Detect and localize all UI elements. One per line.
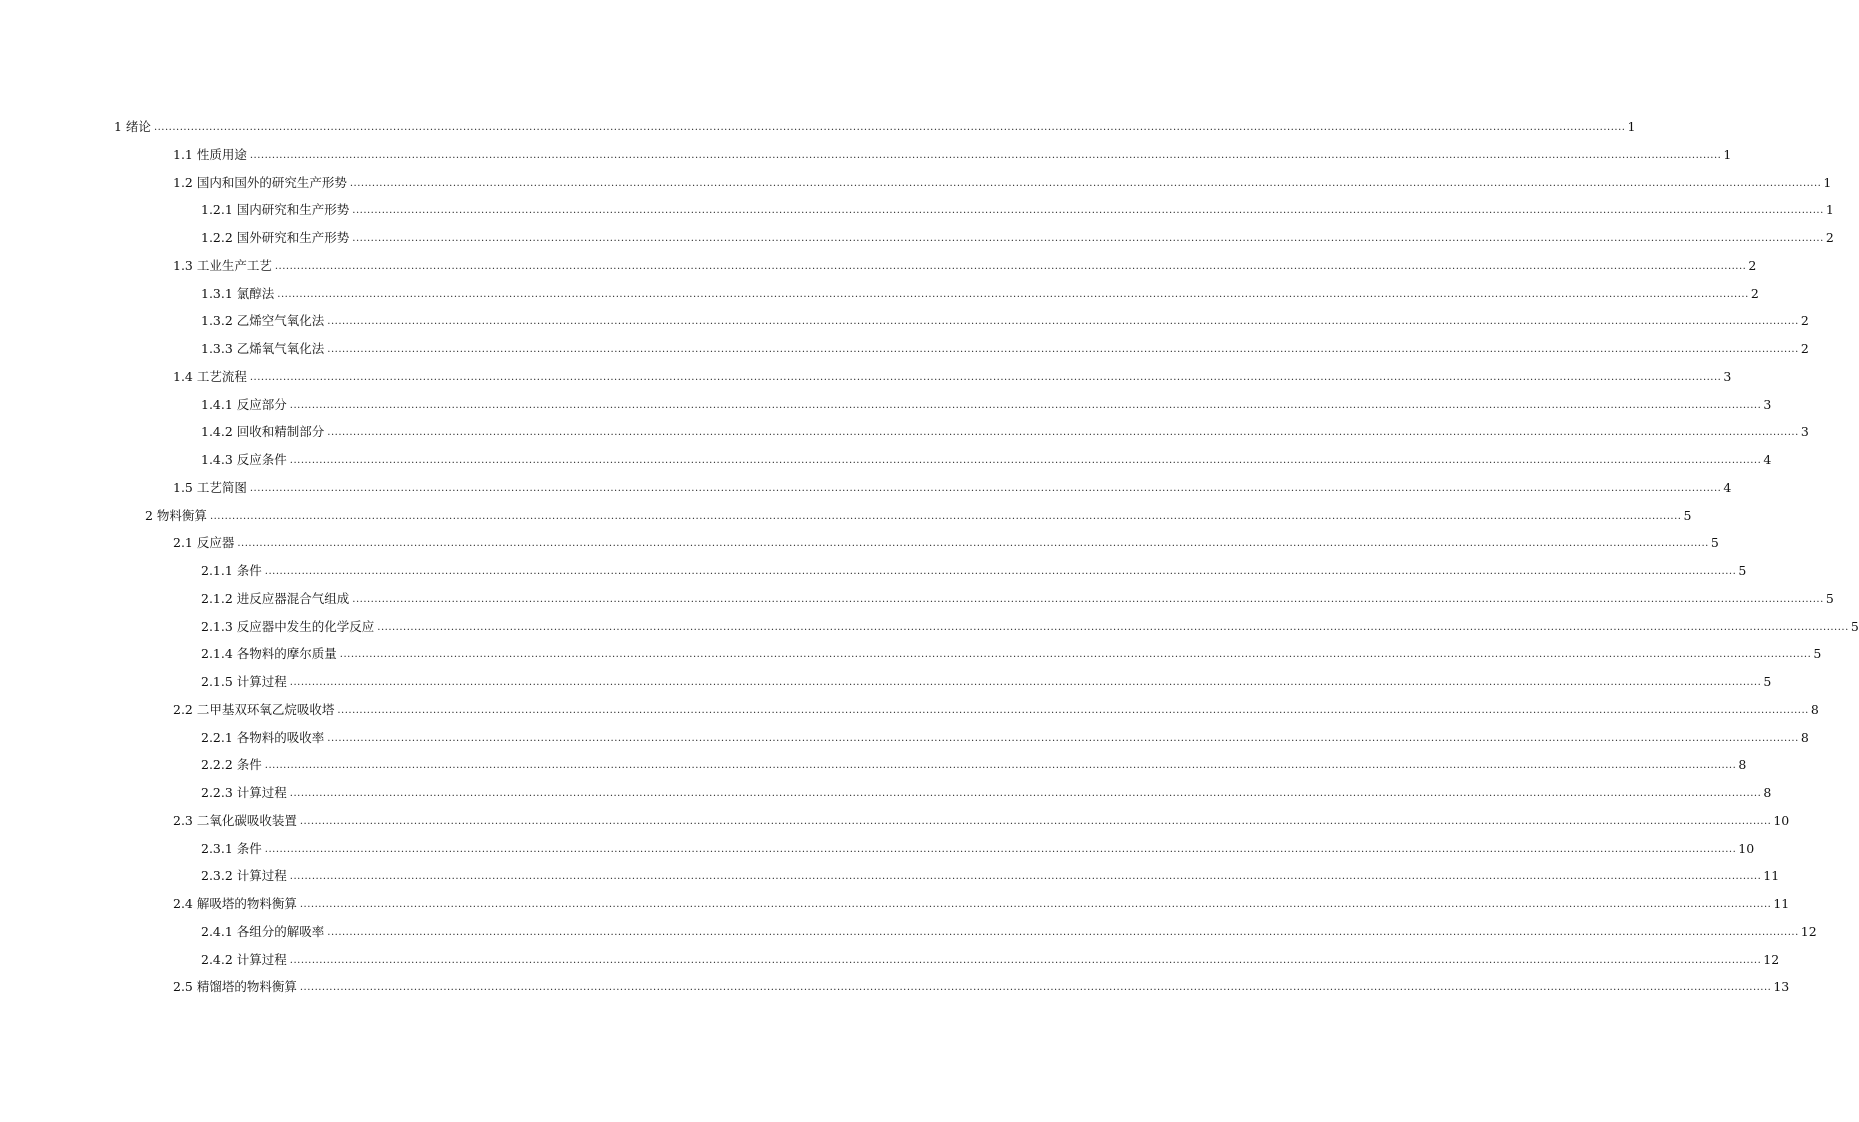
toc-entry-title: 2.5 精馏塔的物料衡算 xyxy=(173,979,297,994)
toc-entry-page-number: 8 xyxy=(1763,785,1772,800)
toc-entry-title: 2.1.1 条件 xyxy=(201,563,262,578)
toc-entry-title: 2.3.2 计算过程 xyxy=(201,868,287,883)
toc-entry[interactable] xyxy=(201,420,1809,440)
toc-entry-title: 1.3.1 氯醇法 xyxy=(201,286,275,301)
dot-leader: ................................................................................................................................................................................................................................................................................................................................................................................................................ xyxy=(249,150,1722,161)
toc-entry[interactable] xyxy=(201,726,1809,746)
dot-leader: ................................................................................................................................................................................................................................................................................................................................................................................................................ xyxy=(209,511,1682,522)
toc-entry-title: 2.1 反应器 xyxy=(173,535,235,550)
dot-leader: ................................................................................................................................................................................................................................................................................................................................................................................................................ xyxy=(289,455,1762,466)
toc-entry-page-number: 11 xyxy=(1773,896,1790,911)
toc-entry-page-number: 12 xyxy=(1763,952,1780,967)
toc-entry-title: 2.1.5 计算过程 xyxy=(201,674,287,689)
dot-leader: ................................................................................................................................................................................................................................................................................................................................................................................................................ xyxy=(339,649,1812,660)
dot-leader: ................................................................................................................................................................................................................................................................................................................................................................................................................ xyxy=(349,178,1822,189)
toc-entry[interactable] xyxy=(201,309,1809,329)
toc-entry-page-number: 2 xyxy=(1825,230,1834,245)
toc-entry-page-number: 11 xyxy=(1763,868,1780,883)
dot-leader: ................................................................................................................................................................................................................................................................................................................................................................................................................ xyxy=(337,705,1809,716)
dot-leader: ................................................................................................................................................................................................................................................................................................................................................................................................................ xyxy=(289,955,1762,966)
toc-entry[interactable] xyxy=(201,781,1772,801)
dot-leader: ................................................................................................................................................................................................................................................................................................................................................................................................................ xyxy=(327,927,1799,938)
toc-entry-title: 2.4 解吸塔的物料衡算 xyxy=(173,896,297,911)
dot-leader: ................................................................................................................................................................................................................................................................................................................................................................................................................ xyxy=(299,899,1772,910)
toc-entry-page-number: 8 xyxy=(1738,757,1747,772)
dot-leader: ................................................................................................................................................................................................................................................................................................................................................................................................................ xyxy=(327,733,1799,744)
toc-entry[interactable] xyxy=(201,393,1772,413)
toc-entry-title: 1.3.3 乙烯氧气氧化法 xyxy=(201,341,325,356)
toc-entry-page-number: 5 xyxy=(1825,591,1834,606)
toc-entry-title: 1 绪论 xyxy=(114,119,151,134)
toc-entry-title: 1.4.2 回收和精制部分 xyxy=(201,424,325,439)
dot-leader: ................................................................................................................................................................................................................................................................................................................................................................................................................ xyxy=(289,400,1762,411)
toc-entry-page-number: 5 xyxy=(1710,535,1719,550)
toc-entry[interactable] xyxy=(173,892,1790,912)
toc-entry[interactable] xyxy=(173,365,1732,385)
toc-entry[interactable] xyxy=(201,864,1780,884)
toc-entry[interactable] xyxy=(201,198,1834,218)
toc-entry-page-number: 2 xyxy=(1748,258,1757,273)
toc-entry-title: 2.3.1 条件 xyxy=(201,841,262,856)
toc-entry-page-number: 5 xyxy=(1738,563,1747,578)
toc-entry-title: 1.3.2 乙烯空气氧化法 xyxy=(201,313,325,328)
dot-leader: ................................................................................................................................................................................................................................................................................................................................................................................................................ xyxy=(377,622,1849,633)
toc-entry[interactable] xyxy=(114,115,1636,135)
dot-leader: ................................................................................................................................................................................................................................................................................................................................................................................................................ xyxy=(274,261,1747,272)
toc-entry-title: 1.3 工业生产工艺 xyxy=(173,258,272,273)
toc-entry[interactable] xyxy=(201,837,1755,857)
toc-entry-title: 2.4.2 计算过程 xyxy=(201,952,287,967)
dot-leader: ................................................................................................................................................................................................................................................................................................................................................................................................................ xyxy=(289,788,1762,799)
toc-entry[interactable] xyxy=(173,143,1732,163)
toc-entry-page-number: 5 xyxy=(1683,508,1692,523)
dot-leader: ................................................................................................................................................................................................................................................................................................................................................................................................................ xyxy=(352,594,1824,605)
toc-entry-page-number: 8 xyxy=(1810,702,1819,717)
toc-entry-page-number: 1 xyxy=(1825,202,1834,217)
dot-leader: ................................................................................................................................................................................................................................................................................................................................................................................................................ xyxy=(352,233,1824,244)
toc-entry-page-number: 3 xyxy=(1723,369,1732,384)
toc-entry-page-number: 1 xyxy=(1823,175,1832,190)
dot-leader: ................................................................................................................................................................................................................................................................................................................................................................................................................ xyxy=(153,122,1626,133)
toc-entry[interactable] xyxy=(201,920,1817,940)
toc-entry[interactable] xyxy=(173,254,1757,274)
toc-entry-title: 2.4.1 各组分的解吸率 xyxy=(201,924,325,939)
toc-entry[interactable] xyxy=(173,171,1832,191)
dot-leader: ................................................................................................................................................................................................................................................................................................................................................................................................................ xyxy=(289,677,1762,688)
toc-entry[interactable] xyxy=(201,615,1859,635)
toc-entry-title: 2.1.4 各物料的摩尔质量 xyxy=(201,646,337,661)
toc-entry-page-number: 5 xyxy=(1850,619,1859,634)
toc-entry-title: 2.1.2 进反应器混合气组成 xyxy=(201,591,350,606)
toc-entry-page-number: 5 xyxy=(1763,674,1772,689)
dot-leader: ................................................................................................................................................................................................................................................................................................................................................................................................................ xyxy=(327,344,1799,355)
toc-entry-title: 2.2.1 各物料的吸收率 xyxy=(201,730,325,745)
dot-leader: ................................................................................................................................................................................................................................................................................................................................................................................................................ xyxy=(264,566,1737,577)
dot-leader: ................................................................................................................................................................................................................................................................................................................................................................................................................ xyxy=(352,205,1824,216)
dot-leader: ................................................................................................................................................................................................................................................................................................................................................................................................................ xyxy=(264,760,1737,771)
toc-entry-page-number: 10 xyxy=(1773,813,1790,828)
toc-entry[interactable] xyxy=(201,587,1834,607)
dot-leader: ................................................................................................................................................................................................................................................................................................................................................................................................................ xyxy=(277,289,1749,300)
toc-entry-page-number: 5 xyxy=(1813,646,1822,661)
toc-entry-title: 1.4.1 反应部分 xyxy=(201,397,287,412)
toc-entry-page-number: 13 xyxy=(1773,979,1790,994)
dot-leader: ................................................................................................................................................................................................................................................................................................................................................................................................................ xyxy=(249,372,1722,383)
toc-entry[interactable] xyxy=(173,809,1790,829)
toc-entry-title: 1.1 性质用途 xyxy=(173,147,247,162)
toc-entry-title: 2 物料衡算 xyxy=(145,508,207,523)
toc-entry[interactable] xyxy=(201,753,1747,773)
toc-entry[interactable] xyxy=(145,504,1692,524)
toc-entry-page-number: 2 xyxy=(1800,313,1809,328)
dot-leader: ................................................................................................................................................................................................................................................................................................................................................................................................................ xyxy=(264,844,1737,855)
toc-entry[interactable] xyxy=(201,226,1834,246)
toc-entry[interactable] xyxy=(201,948,1780,968)
toc-entry-page-number: 8 xyxy=(1800,730,1809,745)
toc-entry-title: 2.1.3 反应器中发生的化学反应 xyxy=(201,619,375,634)
toc-entry-page-number: 4 xyxy=(1723,480,1732,495)
toc-entry-page-number: 4 xyxy=(1763,452,1772,467)
toc-entry-title: 1.4.3 反应条件 xyxy=(201,452,287,467)
toc-entry[interactable] xyxy=(201,448,1772,468)
toc-entry-title: 2.2.2 条件 xyxy=(201,757,262,772)
toc-entry-page-number: 3 xyxy=(1763,397,1772,412)
dot-leader: ................................................................................................................................................................................................................................................................................................................................................................................................................ xyxy=(289,871,1762,882)
toc-entry[interactable] xyxy=(201,337,1809,357)
toc-entry[interactable] xyxy=(173,531,1719,551)
toc-entry[interactable] xyxy=(173,698,1819,718)
toc-entry[interactable] xyxy=(173,476,1732,496)
dot-leader: ................................................................................................................................................................................................................................................................................................................................................................................................................ xyxy=(299,982,1772,993)
toc-entry-page-number: 2 xyxy=(1800,341,1809,356)
dot-leader: ................................................................................................................................................................................................................................................................................................................................................................................................................ xyxy=(327,316,1799,327)
toc-entry[interactable] xyxy=(201,559,1747,579)
toc-entry-title: 2.2 二甲基双环氧乙烷吸收塔 xyxy=(173,702,335,717)
toc-entry-page-number: 1 xyxy=(1723,147,1732,162)
dot-leader: ................................................................................................................................................................................................................................................................................................................................................................................................................ xyxy=(237,538,1709,549)
dot-leader: ................................................................................................................................................................................................................................................................................................................................................................................................................ xyxy=(249,483,1722,494)
toc-entry-title: 1.4 工艺流程 xyxy=(173,369,247,384)
toc-entry[interactable] xyxy=(173,975,1790,995)
toc-entry-title: 2.2.3 计算过程 xyxy=(201,785,287,800)
toc-entry[interactable] xyxy=(201,642,1822,662)
dot-leader: ................................................................................................................................................................................................................................................................................................................................................................................................................ xyxy=(327,427,1799,438)
toc-entry-page-number: 2 xyxy=(1750,286,1759,301)
toc-entry-page-number: 10 xyxy=(1738,841,1755,856)
toc-entry-title: 1.5 工艺简图 xyxy=(173,480,247,495)
toc-entry-title: 2.3 二氧化碳吸收装置 xyxy=(173,813,297,828)
toc-entry-title: 1.2.2 国外研究和生产形势 xyxy=(201,230,350,245)
toc-entry-page-number: 1 xyxy=(1627,119,1636,134)
dot-leader: ................................................................................................................................................................................................................................................................................................................................................................................................................ xyxy=(299,816,1772,827)
toc-entry[interactable] xyxy=(201,282,1759,302)
toc-entry-page-number: 12 xyxy=(1800,924,1817,939)
toc-entry[interactable] xyxy=(201,670,1772,690)
toc-entry-title: 1.2 国内和国外的研究生产形势 xyxy=(173,175,347,190)
toc-entry-title: 1.2.1 国内研究和生产形势 xyxy=(201,202,350,217)
toc-entry-page-number: 3 xyxy=(1800,424,1809,439)
